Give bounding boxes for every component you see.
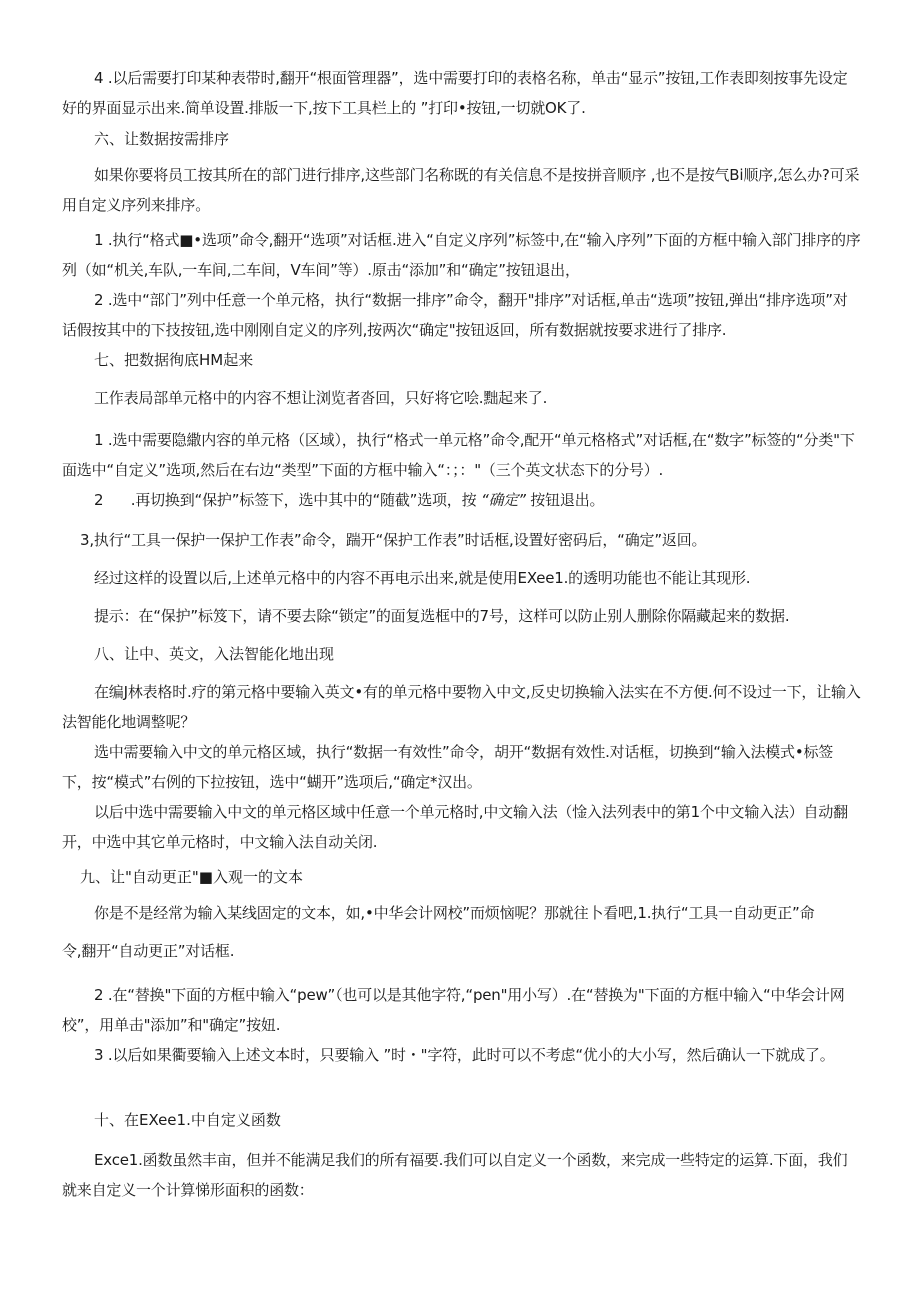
section-heading-9: 九、让"自动更正"■入观一的文本: [80, 868, 303, 886]
hide-step-2-emphasis: “确定”: [480, 491, 526, 509]
paragraph-ime-intro: 在编J林表格时.疗的第元格中要输入英文•有的单元格中要物入中文,反史切换输入法实在不方便.何不设过一下，让输入法智能化地调整呢？: [62, 683, 861, 731]
paragraph-autocorrect-step-2: 2 .在“替换"下面的方框中输入“pew”（也可以是其他字符,“pen"用小写）.在“替换为"下面的方框中输入“中华会计网校”，用单击"添加”和"确定”按妞.: [62, 986, 845, 1034]
paragraph-autocorrect-intro: 你是不是经常为输入某线固定的文本，如,•中华会计网校”而烦恼呢？那就往卜看吧,1.执行“工具一自动更正”命: [94, 904, 815, 922]
paragraph-print-report: 4 .以后需要打印某种表带时,翻开“根面管理器”，选中需要打印的表格名称，单击“显示”按钮,工作表即刻按事先设定好的界面显示出来.简单设置.排版一下,按下工具栏上的 ”打印•按钮,一切就OK了.: [62, 69, 848, 117]
paragraph-hide-step-2: [62, 485, 862, 515]
paragraph-sort-intro: 如果你要将员工按其所在的部门进行排序,这些部门名称既的有关信息不是按拼音顺序 ,也不是按气Bi顺序,怎么办?可采用自定义序列来排序。: [62, 166, 860, 214]
hide-step-2-text: 2 .再切换到“保护”标签下，选中其中的“随截”选项，按: [94, 491, 481, 509]
section-heading-10: 十、在EXee1.中自定义函数: [94, 1111, 281, 1129]
paragraph-sort-step-1: 1 .执行“格式■•选项”命令,翻开“选项”对话框.进入“自定义序列”标签中,在“输入序列”下面的方框中输入部门排序的序列（如“机关,车队,一车间,二车间，V车间”等）.原击“添加”和“确定”按钮退出，: [62, 231, 861, 279]
paragraph-hide-step-3: 3,执行“工具一保护一保护工作表”命令，踹开“保护工作表”时话框,设置好密码后，“确定”返回。: [80, 531, 707, 549]
paragraph-hide-intro: 工作表局部单元格中的内容不想让浏览者沓回，只好将它哙.黜起来了.: [94, 389, 548, 407]
section-heading-8: 八、让中、英文，入法智能化地出现: [94, 645, 335, 663]
paragraph-ime-step: 选中需要输入中文的单元格区域，执行“数据一有效性”命令，胡开“数据有效性.对话框，切换到“输入法模式•标签下，按“模式”右例的下拉按钮，选中“蝴开”选项后,“确定*汉出。: [62, 743, 834, 791]
paragraph-hide-step-1: 1 .选中需要隐繖内容的单元格（区域），执行“格式一单元格”命令,配开“单元格格式”对话框,在“数字”标签的“分类"下面选中“自定义”选项,然后在右边“类型”下面的方框中输入“：；："（三个英文状态下的分号）.: [62, 431, 855, 479]
paragraph-custom-function: Exce1.函数虽然丰亩，但并不能满足我们的所有福要.我们可以自定义一个函数，来完成一些特定的运算.下面，我们就来自定义一个计算悌形面积的函数：: [62, 1151, 848, 1199]
paragraph-hide-tip: 提示：在“保护”标笈下，请不要去除“锁定”的面复选框中的7号，这样可以防止别人删除你隔藏起来的数据.: [94, 607, 790, 625]
paragraph-ime-result: 以后中选中需要输入中文的单元格区域中任意一个单元格时,中文输入法（惍入法列表中的第1个中文输入法）自动翻开，中选中其它单元格时，中文输入法自动关闭.: [62, 803, 848, 851]
paragraph-autocorrect-intro-cont: 令,翻开“自动更正”对话框.: [62, 942, 235, 960]
section-heading-6: 六、让数据按需排序: [94, 130, 230, 148]
paragraph-hide-result: 经过这样的设置以后,上述单元格中的内容不再电示出来,就是使用EXee1.的透明功能也不能让其现形.: [94, 569, 751, 587]
hide-step-2-tail: 按钮退出。: [525, 491, 605, 509]
paragraph-autocorrect-step-3: 3 .以后如果衢要输入上述文本时，只要输入 ”时・"字符，此时可以不考虑“优小的大小写，然后确认一下就成了。: [94, 1046, 835, 1064]
paragraph-sort-step-2: 2 .选中“部门”列中任意一个单元格，执行“数据一排序”命令，翻开"排序”对话框,单击“选项”按钮,弹出“排序选项”对话假按其中的下技按钮,选中刚刚自定义的序列,按两次“确定"按钮返回，所有数据就按要求进行了排序.: [62, 291, 848, 339]
section-heading-7: 七、把数据徇底HM起来: [94, 351, 254, 369]
